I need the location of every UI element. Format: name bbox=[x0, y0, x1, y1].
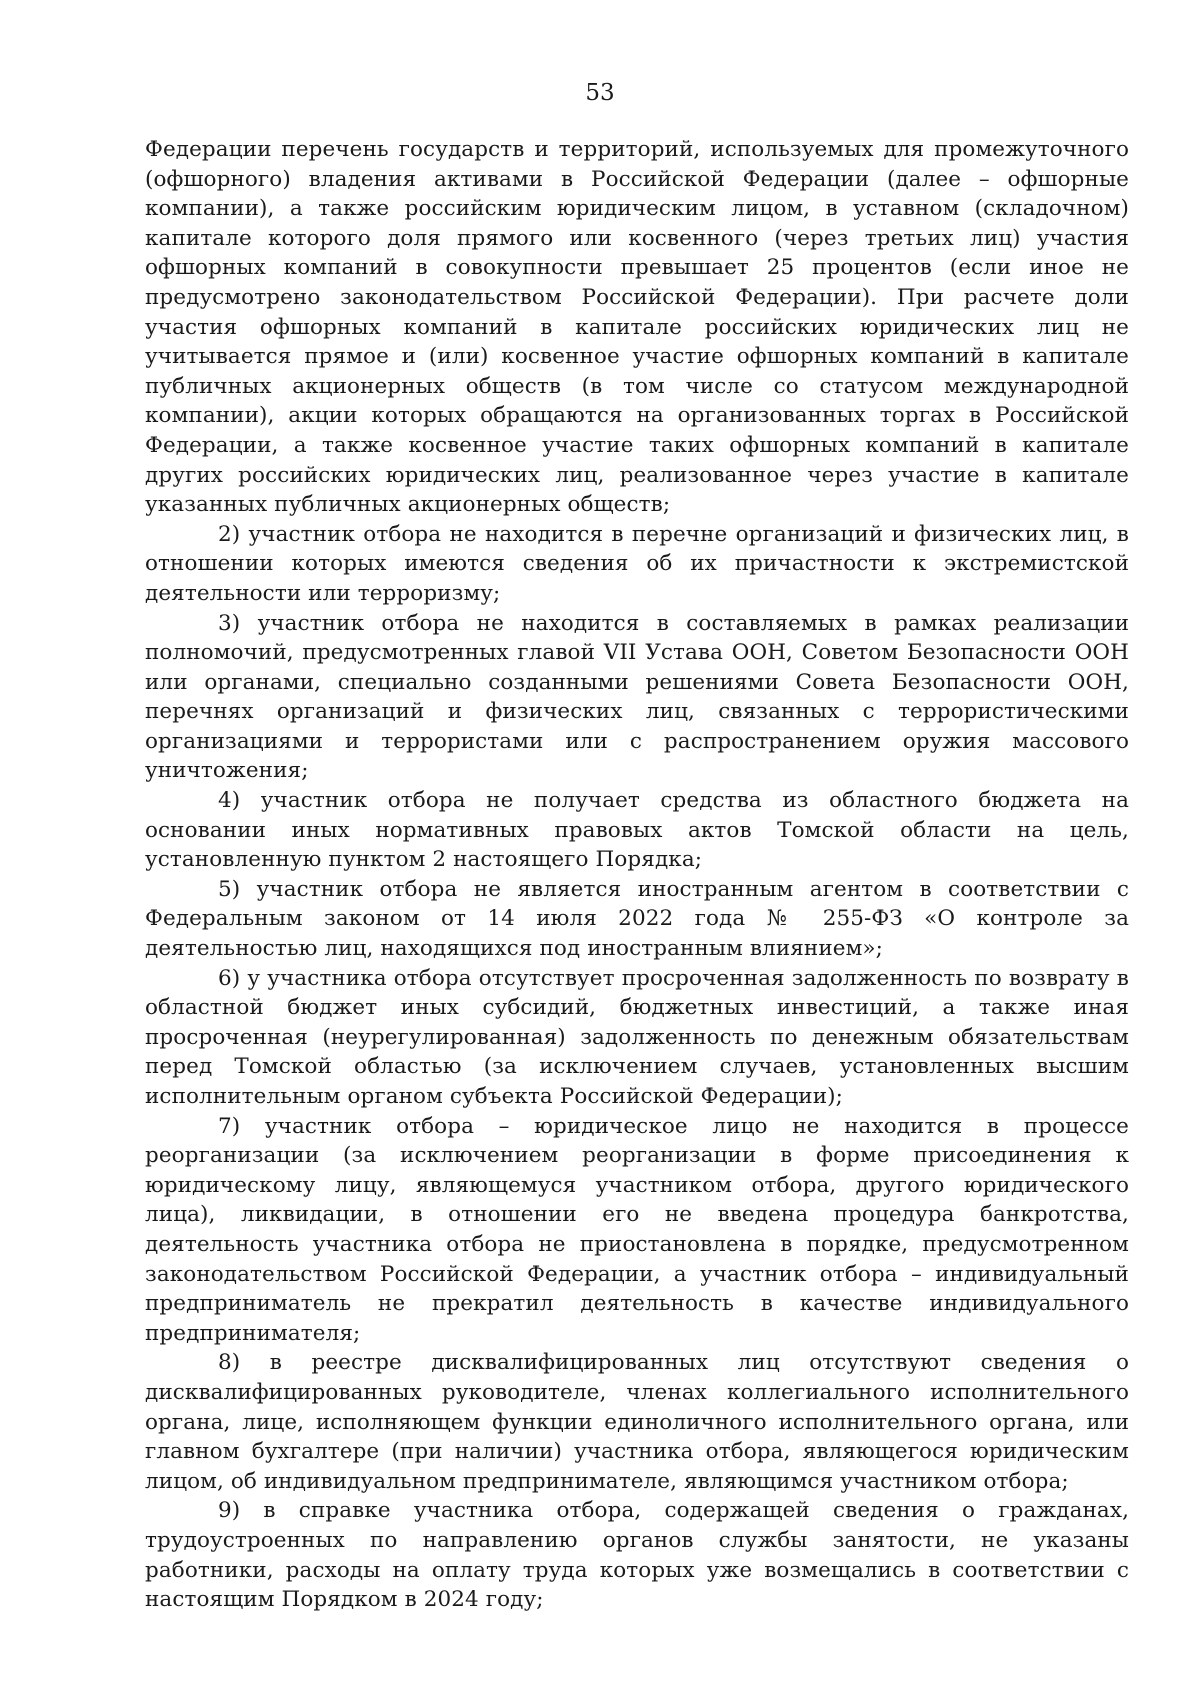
paragraph-item-5: 5) участник отбора не является иностранным агентом в соответствии с Федеральным законом от 14 июля 2022 года № 255-ФЗ «О контроле за деятельностью лиц, находящихся под иностранным влиянием»; bbox=[145, 876, 1129, 962]
document-body bbox=[145, 135, 1129, 1615]
paragraph-continuation: Федерации перечень государств и территорий, используемых для промежуточного (офшорного) владения активами в Российской Федерации (далее – офшорные компании), а также российским юридическим лицом, в уставном (складочном) капитале которого доля прямого или косвенного (через третьих лиц) участия офшорных компаний в совокупности превышает 25 процентов (если иное не предусмотрено законодательством Российской Федерации). При расчете доли участия офшорных компаний в капитале российских юридических лиц не учитывается прямое и (или) косвенное участие офшорных компаний в капитале публичных акционерных обществ (в том числе со статусом международной компании), акции которых обращаются на организованных торгах в Российской Федерации, а также косвенное участие таких офшорных компаний в капитале других российских юридических лиц, реализованное через участие в капитале указанных публичных акционерных обществ; bbox=[145, 137, 1129, 518]
paragraph-item-8: 8) в реестре дисквалифицированных лиц отсутствуют сведения о дисквалифицированных руководителе, членах коллегиального исполнительного органа, лице, исполняющем функции единоличного исполнительного органа, или главном бухгалтере (при наличии) участника отбора, являющегося юридическим лицом, об индивидуальном предпринимателе, являющимся участником отбора; bbox=[145, 1350, 1129, 1494]
paragraph-item-4: 4) участник отбора не получает средства из областного бюджета на основании иных нормативных правовых актов Томской области на цель, установленную пунктом 2 настоящего Порядка; bbox=[145, 788, 1129, 873]
paragraph-item-2: 2) участник отбора не находится в перечне организаций и физических лиц, в отношении которых имеются сведения об их причастности к экстремистской деятельности или терроризму; bbox=[145, 521, 1129, 606]
paragraph-item-3: 3) участник отбора не находится в составляемых в рамках реализации полномочий, предусмотренных главой VII Устава ООН, Советом Безопасности ООН или органами, специально созданными решениями Совета Безопасности ООН, перечнях организаций и физических лиц, связанных с террористическими организациями и террористами или с распространением оружия массового уничтожения; bbox=[145, 610, 1129, 784]
paragraph-item-7: 7) участник отбора – юридическое лицо не находится в процессе реорганизации (за исключением реорганизации в форме присоединения к юридическому лицу, являющемуся участником отбора, другого юридического лица), ликвидации, в отношении его не введена процедура банкротства, деятельность участника отбора не приостановлена в порядке, предусмотренном законодательством Российской Федерации, а участник отбора – индивидуальный предприниматель не прекратил деятельность в качестве индивидуального предпринимателя; bbox=[145, 1113, 1129, 1346]
paragraph-item-6: 6) у участника отбора отсутствует просроченная задолженность по возврату в областной бюджет иных субсидий, бюджетных инвестиций, а также иная просроченная (неурегулированная) задолженность по денежным обязательствам перед Томской областью (за исключением случаев, установленных высшим исполнительным органом субъекта Российской Федерации); bbox=[145, 965, 1129, 1109]
paragraph-item-9: 9) в справке участника отбора, содержащей сведения о гражданах, трудоустроенных по направлению органов службы занятости, не указаны работники, расходы на оплату труда которых уже возмещались в соответствии с настоящим Порядком в 2024 году; bbox=[145, 1498, 1129, 1613]
page-number: 53 bbox=[585, 80, 615, 106]
